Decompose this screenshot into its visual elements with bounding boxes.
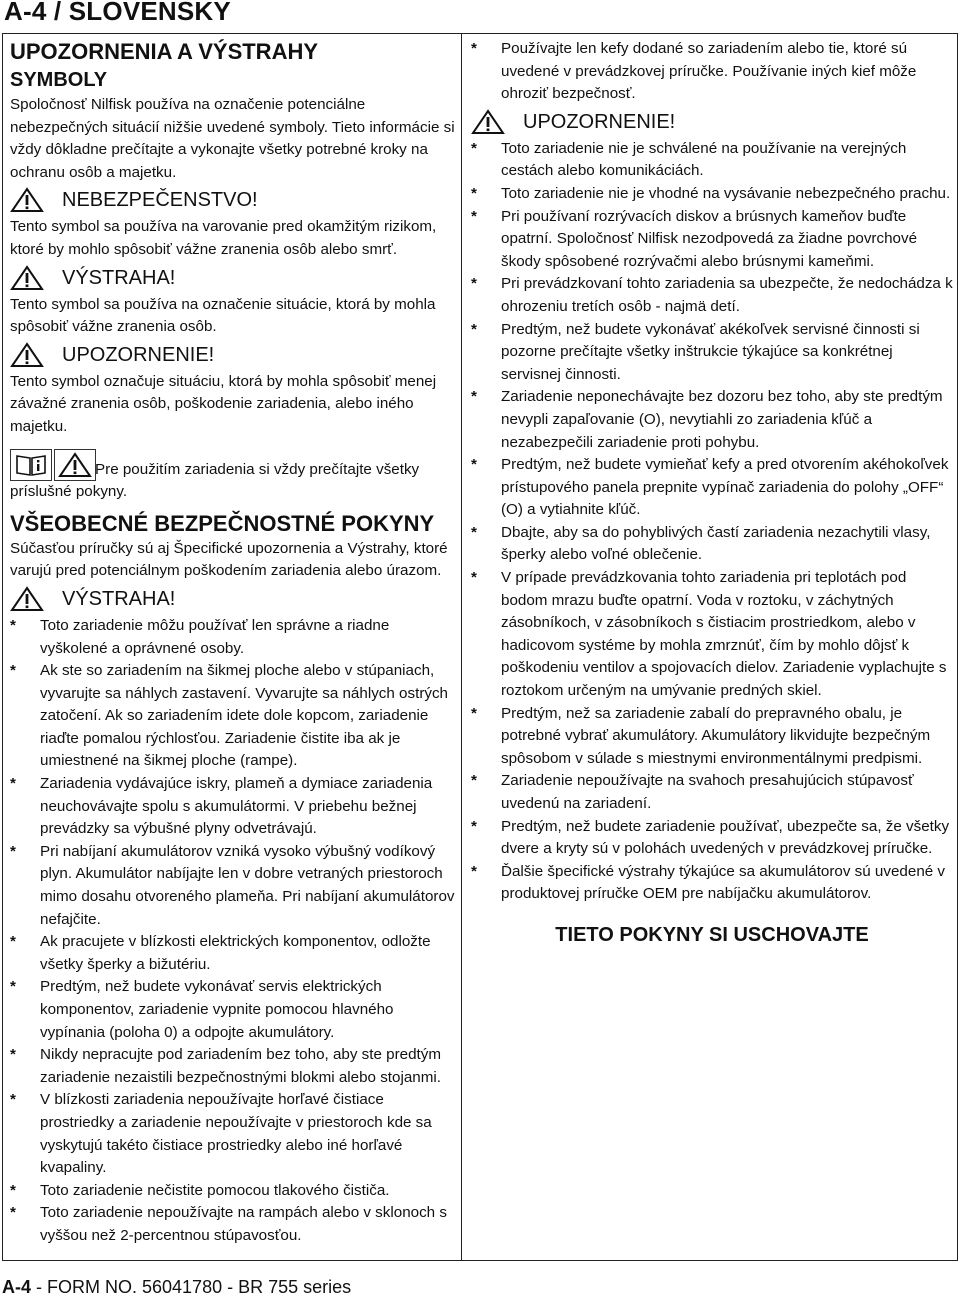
danger-text: Tento symbol sa používa na varovanie pred okamžitým rizikom, ktoré by mohlo spôsobiť vážne zranenia osôb alebo smrť. — [10, 218, 437, 258]
warning-heading — [10, 264, 456, 292]
warning-triangle-icon — [10, 187, 48, 213]
list-item: * Používajte len kefy dodané so zariadením alebo tie, ktoré sú uvedené v prevádzkovej príručke. Používanie iných kief môže ohroziť bezpečnosť. — [471, 38, 953, 106]
caution-text: Tento symbol označuje situáciu, ktorá by mohla spôsobiť menej závažné zranenia osôb, poškodenie zariadenia, alebo iného majetku. — [10, 372, 437, 435]
left-column — [10, 38, 456, 1248]
caution-label: UPOZORNENIE! — [62, 343, 215, 366]
caution-list — [471, 138, 953, 906]
list-item: * V blízkosti zariadenia nepoužívajte horľavé čistiace prostriedky a zariadenie nepoužívajte v priestoroch kde sa vyskytujú takéto čistiace prostriedky alebo iné horľavé kvapaliny. — [10, 1089, 456, 1179]
symbols-intro: Spoločnosť Nilfisk používa na označenie potenciálne nebezpečných situácií nižšie uvedené symboly. Tieto informácie si vždy dôkladne prečítajte a vykonajte všetky potrebné kroky na ochranu osôb a majetku. — [10, 96, 455, 181]
warning-triangle-icon — [471, 109, 509, 135]
manual-text: Pre použitím zariadenia si vždy prečítajte všetky príslušné pokyny. — [10, 460, 420, 501]
list-item: * Dbajte, aby sa do pohyblivých častí zariadenia nezachytili vlasy, šperky alebo voľné oblečenie. — [471, 522, 953, 567]
list-item: * Toto zariadenie môžu používať len správne a riadne vyškolené a oprávnené osoby. — [10, 615, 456, 660]
general-safety-heading: VŠEOBECNÉ BEZPEČNOSTNÉ POKYNY — [10, 510, 435, 536]
read-manual-icon — [10, 449, 52, 481]
warning-triangle-icon — [10, 586, 48, 612]
list-item: * Pri nabíjaní akumulátorov vzniká vysoko výbušný vodíkový plyn. Akumulátor nabíjajte len v dobre vetraných priestoroch mimo dosahu otvoreného plameňa. Pri nabíjaní akumulátorov nefajčite. — [10, 841, 456, 931]
warning-triangle-icon — [54, 449, 96, 481]
footer-form-text: - FORM NO. 56041780 - BR 755 series — [31, 1277, 352, 1297]
general-intro: Súčasťou príručky sú aj Špecifické upozornenia a Výstrahy, ktoré varujú pred potenciálnym poškodením zariadenia alebo úrazom. — [10, 539, 448, 580]
column-divider — [461, 33, 462, 1261]
warning2-heading — [10, 585, 456, 613]
warning-list — [10, 615, 456, 1248]
danger-label: NEBEZPEČENSTVO! — [62, 189, 258, 212]
top-list — [471, 38, 953, 106]
list-item: * Pri používaní rozrývacích diskov a brúsnych kameňov buďte opatrní. Spoločnosť Nilfisk nezodpovedá za žiadne povrchové škody spôsobené rozrývačmi alebo brúsnymi kameňmi. — [471, 206, 953, 274]
list-item: * Toto zariadenie nie je schválené na používanie na verejných cestách alebo komunikáciách. — [471, 138, 953, 183]
warning-triangle-icon — [10, 265, 48, 291]
list-item: * V prípade prevádzkovania tohto zariadenia pri teplotách pod bodom mrazu buďte opatrní. Voda v roztoku, v záchytných zásobníkoch, v zásobníkoch s čistiacim prostriedkom, alebo v hadicovom systéme by mohla zmrznúť, čím by mohlo dôjsť k poškodeniu ventilov a spojovacích dielov. Zariadenie vyplachujte s roztokom určeným na umývanie predných skiel. — [471, 567, 953, 703]
section-heading-warnings: UPOZORNENIA A VÝSTRAHY — [10, 39, 319, 64]
list-item: * Pri prevádzkovaní tohto zariadenia sa ubezpečte, že nedochádza k ohrozeniu tretích osôb - najmä detí. — [471, 273, 953, 318]
right-column — [471, 38, 953, 947]
list-item: * Predtým, než budete vymieňať kefy a pred otvorením akéhokoľvek prístupového panela prepnite vypínač zariadenia do polohy „OFF“ (O) a vytiahnite kľúč. — [471, 454, 953, 522]
section-heading-symbols: SYMBOLY — [10, 69, 108, 91]
warning-text: Tento symbol sa používa na označenie situácie, ktorá by mohla spôsobiť vážne zranenia osôb. — [10, 295, 436, 336]
list-item: * Predtým, než budete vykonávať akékoľvek servisné činnosti si pozorne prečítajte všetky inštrukcie týkajúce sa konkrétnej servisnej činnosti. — [471, 319, 953, 387]
page-title: A-4 / SLOVENSKY — [4, 0, 231, 26]
list-item: * Zariadenie neponechávajte bez dozoru bez toho, aby ste predtým nevypli zapaľovanie (O), nevytiahli zo zariadenia kľúč a nezabezpečili zariadenie proti pohybu. — [471, 386, 953, 454]
page-footer — [2, 1277, 351, 1298]
caution2-heading — [471, 108, 953, 136]
list-item: * Predtým, než budete vykonávať servis elektrických komponentov, zariadenie vypnite pomocou hlavného vypínania (poloha 0) a odpojte akumulátory. — [10, 976, 456, 1044]
warning-triangle-icon — [10, 342, 48, 368]
list-item: * Zariadenia vydávajúce iskry, plameň a dymiace zariadenia neuchovávajte spolu s akumulátormi. V priebehu bežnej prevádzky sa výbušné plyny odvetrávajú. — [10, 773, 456, 841]
warning2-label: VÝSTRAHA! — [62, 587, 176, 610]
caution-heading — [10, 341, 456, 369]
keep-instructions-heading: TIETO POKYNY SI USCHOVAJTE — [555, 923, 869, 946]
list-item: * Ak ste so zariadením na šikmej ploche alebo v stúpaniach, vyvarujte sa náhlych zastavení. Vyvarujte sa náhlych ostrých zatočení. Ak so zariadením idete dole kopcom, zariadenie riaďte pomalou rýchlosťou. Zariadenie čistite iba ak je umiestnené na šikmej ploche (rampe). — [10, 660, 456, 773]
danger-heading — [10, 186, 456, 214]
list-item: * Toto zariadenie nepoužívajte na rampách alebo v sklonoch s vyššou než 2-percentnou stúpavosťou. — [10, 1202, 456, 1247]
list-item: * Ak pracujete v blízkosti elektrických komponentov, odložte všetky šperky a bižutériu. — [10, 931, 456, 976]
warning-label: VÝSTRAHA! — [62, 266, 176, 289]
list-item: * Predtým, než sa zariadenie zabalí do prepravného obalu, je potrebné vybrať akumulátory. Akumulátory likvidujte bezpečným spôsobom v súlade s miestnymi environmentálnymi predpismi. — [471, 703, 953, 771]
footer-page-number: A-4 — [2, 1277, 32, 1297]
caution2-label: UPOZORNENIE! — [523, 110, 676, 133]
list-item: * Predtým, než budete zariadenie používať, ubezpečte sa, že všetky dvere a kryty sú v polohách uvedených v prevádzkovej príručke. — [471, 816, 953, 861]
list-item: * Ďalšie špecifické výstrahy týkajúce sa akumulátorov sú uvedené v produktovej príručke OEM pre nabíjačku akumulátorov. — [471, 861, 953, 906]
manual-icons — [10, 449, 96, 481]
list-item: * Zariadenie nepoužívajte na svahoch presahujúcich stúpavosť uvedenú na zariadení. — [471, 770, 953, 815]
list-item: * Nikdy nepracujte pod zariadením bez toho, aby ste predtým zariadenie nezaistili bezpečnostnými blokmi alebo stojanmi. — [10, 1044, 456, 1089]
list-item: * Toto zariadenie nie je vhodné na vysávanie nebezpečného prachu. — [471, 183, 953, 206]
list-item: * Toto zariadenie nečistite pomocou tlakového čističa. — [10, 1180, 456, 1203]
